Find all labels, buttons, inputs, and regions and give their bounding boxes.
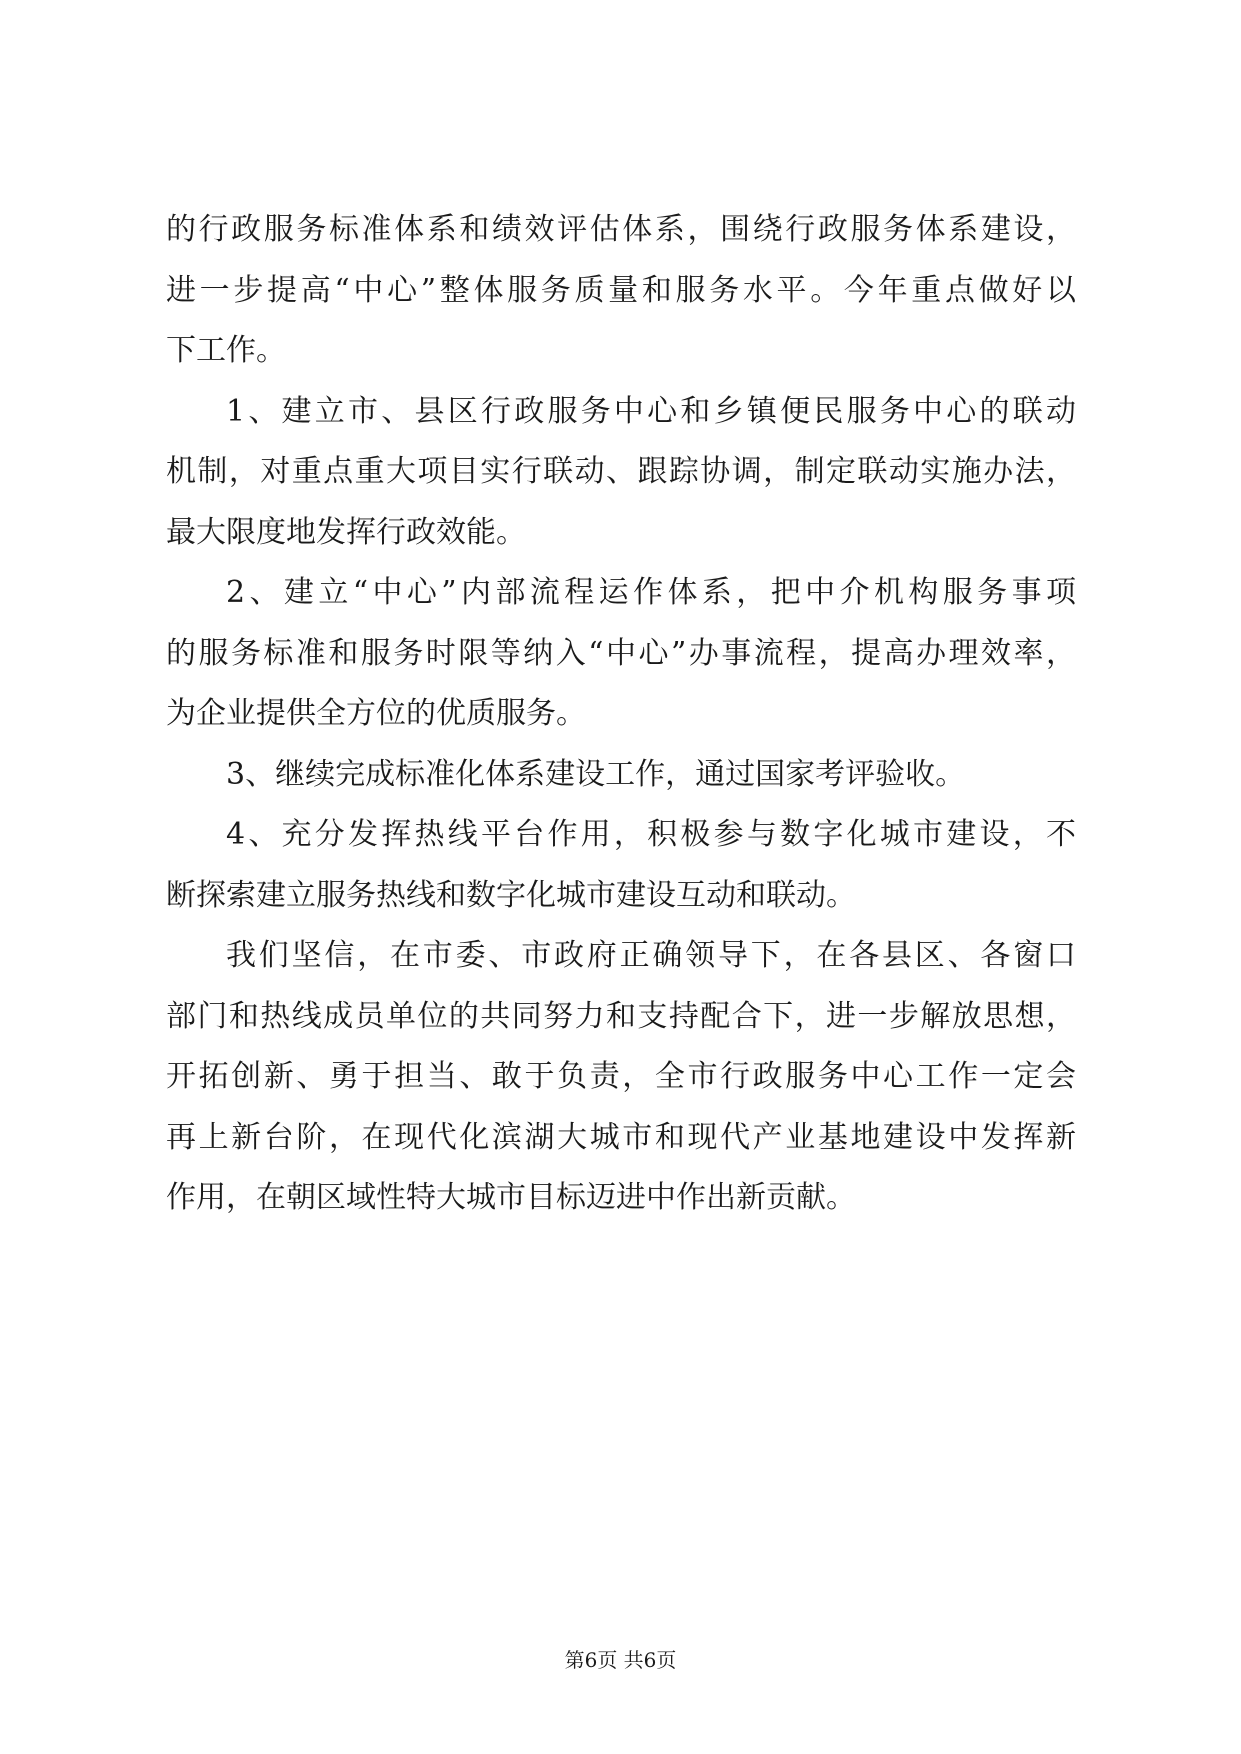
closing-paragraph-line: 部门和热线成员单位的共同努力和支持配合下，进一步解放思想， bbox=[166, 998, 1076, 1034]
list-item-1-line: 1、建立市、县区行政服务中心和乡镇便民服务中心的联动 bbox=[226, 393, 1076, 429]
list-item-2-line: 的服务标准和服务时限等纳入“中心”办事流程，提高办理效率， bbox=[166, 635, 1076, 671]
list-item-1-line: 机制，对重点重大项目实行联动、跟踪协调，制定联动实施办法， bbox=[166, 454, 1076, 489]
body-line: 进一步提高“中心”整体服务质量和服务水平。今年重点做好以 bbox=[166, 272, 1076, 308]
closing-paragraph-line: 开拓创新、勇于担当、敢于负责，全市行政服务中心工作一定会 bbox=[166, 1059, 1076, 1094]
list-item-2-line: 2、建立“中心”内部流程运作体系，把中介机构服务事项 bbox=[226, 575, 1076, 610]
closing-paragraph-line: 再上新台阶，在现代化滨湖大城市和现代产业基地建设中发挥新 bbox=[166, 1119, 1076, 1155]
list-item-4-line: 4、充分发挥热线平台作用，积极参与数字化城市建设，不 bbox=[226, 817, 1076, 852]
list-item-2-line: 为企业提供全方位的优质服务。 bbox=[166, 696, 586, 731]
list-item-3-line: 3、继续完成标准化体系建设工作，通过国家考评验收。 bbox=[226, 756, 966, 792]
list-item-1-line: 最大限度地发挥行政效能。 bbox=[166, 514, 526, 550]
body-line: 的行政服务标准体系和绩效评估体系，围绕行政服务体系建设， bbox=[166, 212, 1076, 247]
document-body bbox=[166, 200, 1076, 1229]
closing-paragraph-line: 我们坚信，在市委、市政府正确领导下，在各县区、各窗口 bbox=[226, 938, 1076, 973]
list-item-4-line: 断探索建立服务热线和数字化城市建设互动和联动。 bbox=[166, 877, 856, 913]
closing-paragraph-line: 作用，在朝区域性特大城市目标迈进中作出新贡献。 bbox=[166, 1180, 856, 1215]
page-number-footer: 第6页 共6页 bbox=[564, 1648, 677, 1672]
body-line: 下工作。 bbox=[166, 333, 286, 368]
